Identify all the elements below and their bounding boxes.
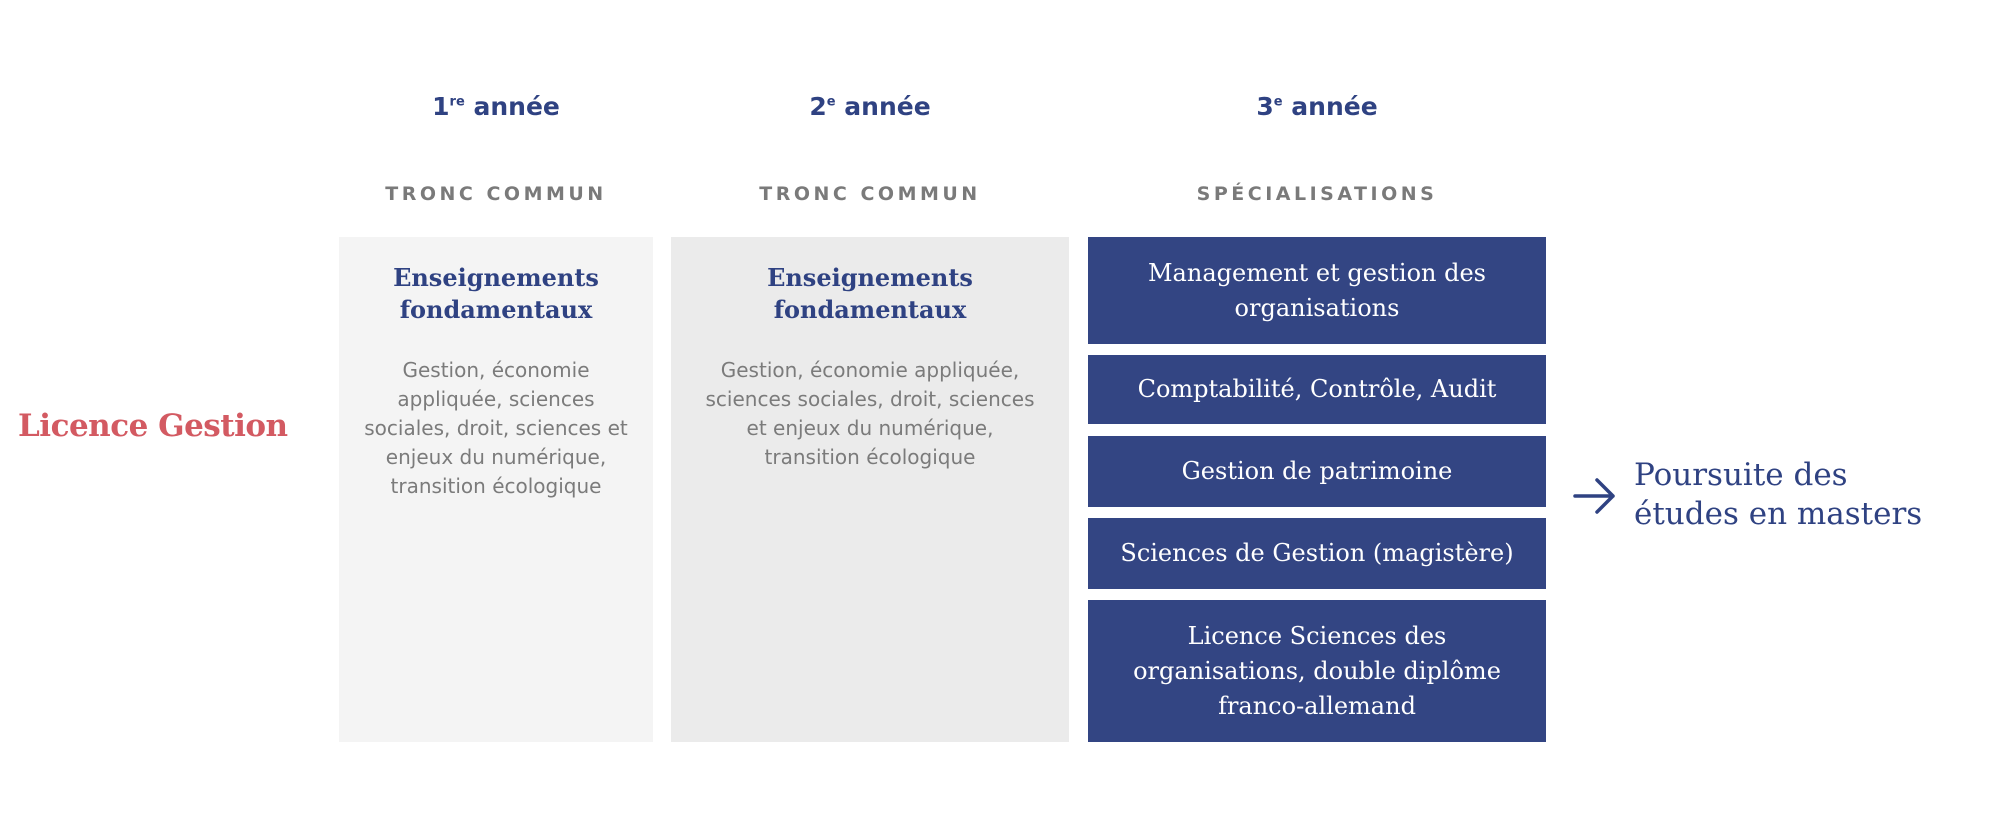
outcome-line-2: études en masters [1634,496,1923,532]
year-2-core-panel [671,237,1069,742]
year-3-label: année [1291,92,1378,121]
year-2-label: année [844,92,931,121]
program-title: Licence Gestion [18,408,288,444]
year-1-core-panel [339,237,653,742]
year-2-suffix: e [826,94,836,110]
year-1-number: 1 [432,92,450,121]
specialization-management: Management et gestion des organisations [1088,237,1546,344]
outcome-text [1634,456,1922,534]
year-3-heading [1088,92,1546,121]
year-1-heading [339,92,653,121]
year-2-core-text: Gestion, économie appliquée, sciences sociales, droit, sciences et enjeux du numérique, transition écologique [705,358,1035,469]
year-1-suffix: re [449,94,465,110]
year-1-subtitle: TRONC COMMUN [385,183,607,205]
specialization-accounting: Comptabilité, Contrôle, Audit [1088,355,1546,424]
year-2-subtitle: TRONC COMMUN [759,183,981,205]
year-2-number: 2 [809,92,827,121]
year-3-suffix: e [1273,94,1283,110]
year-1-label: année [473,92,560,121]
specialization-magistere: Sciences de Gestion (magistère) [1088,518,1546,589]
specialization-wealth-management: Gestion de patrimoine [1088,436,1546,507]
year-1-core-title: Enseignements fondamentaux [393,263,599,324]
specialization-double-degree: Licence Sciences des organisations, double diplôme franco-allemand [1088,600,1546,742]
year-3-number: 3 [1256,92,1274,121]
year-3-subtitle: SPÉCIALISATIONS [1196,183,1438,205]
year-1-core-text: Gestion, économie appliquée, sciences sociales, droit, sciences et enjeux du numérique, transition écologique [364,358,628,498]
year-2-core-title: Enseignements fondamentaux [767,263,973,324]
year-2-heading [671,92,1069,121]
outcome-line-1: Poursuite des [1634,457,1848,493]
arrow-right-icon [1573,476,1617,516]
